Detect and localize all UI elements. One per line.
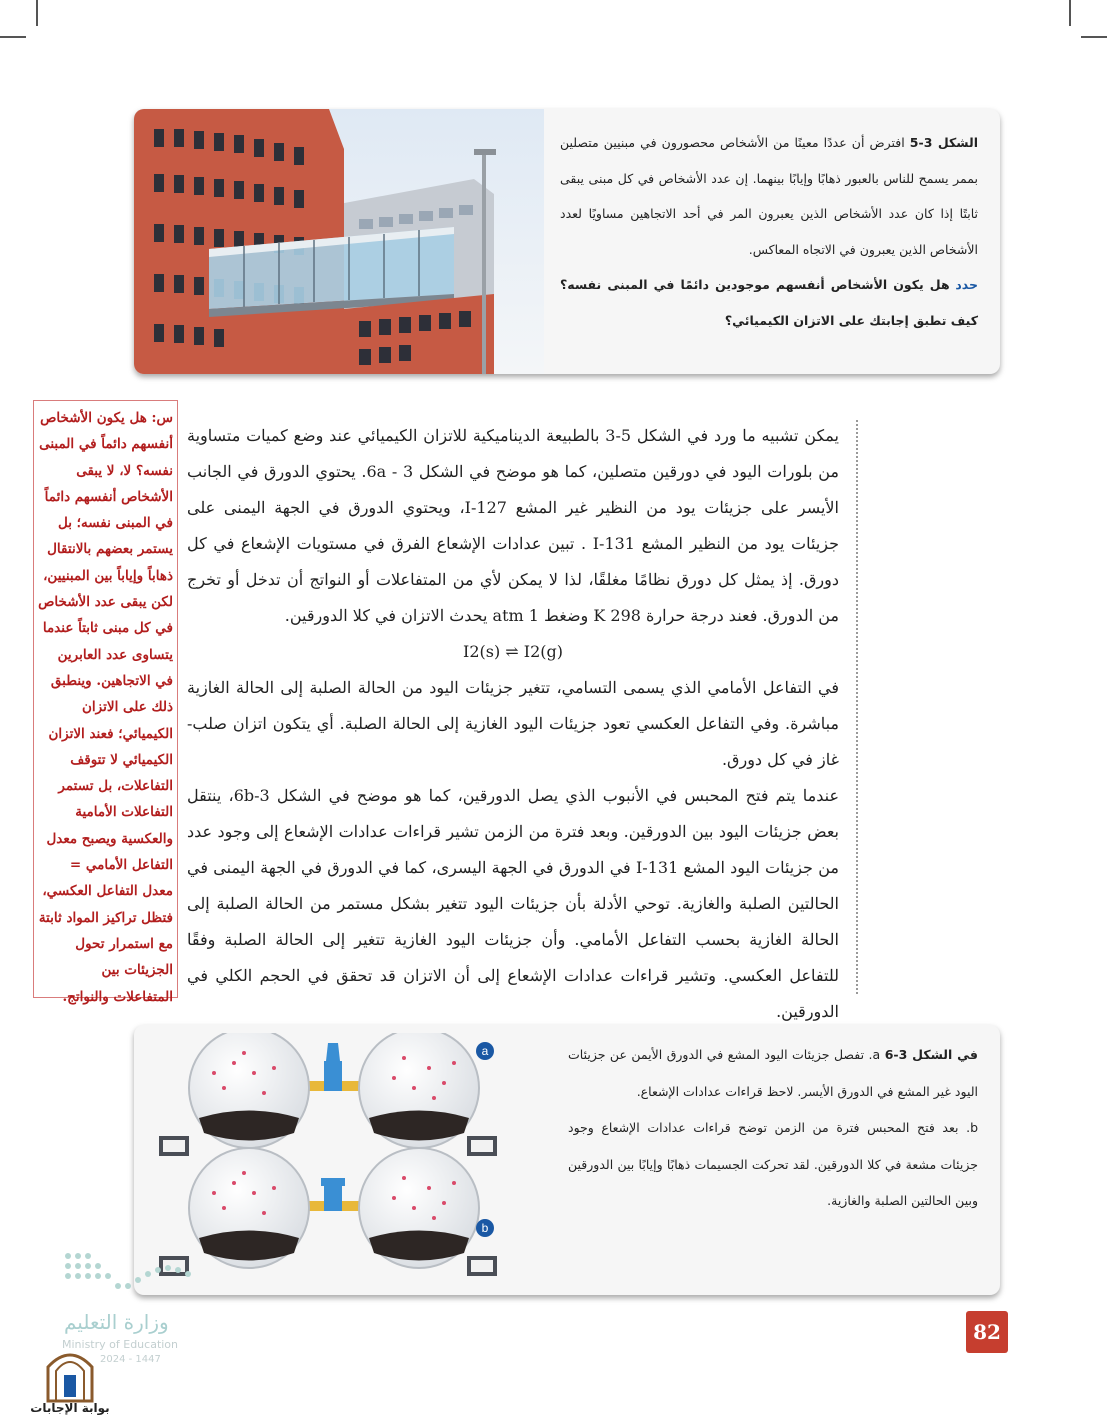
- figure-3-5-caption: [560, 125, 978, 338]
- marker-b: b: [481, 1221, 489, 1235]
- flask-pair-a: [159, 1033, 497, 1156]
- figure-3-5-text: افترض أن عددًا معينًا من الأشخاص محصورون في مبنيين متصلين بممر يسمح للناس بالعبور ذهابًا وإيابًا بينهما. إن عدد الأشخاص في كل مبنى يبقى ثابتًا إذا كان عدد الأشخاص الذين يعبرون المر في أحد الاتجاهين مساويًا لعدد الأشخاص الذين يعبرون في الاتجاه المعاكس.: [560, 135, 978, 257]
- site-name: بوابة الإجابات: [30, 1401, 110, 1415]
- figure-3-6-caption: [568, 1037, 978, 1220]
- ministry-name-ar: وزارة التعليم: [64, 1310, 169, 1334]
- ministry-dots-icon: [62, 1250, 202, 1305]
- crop-mark: [0, 36, 26, 38]
- marker-a: a: [481, 1044, 489, 1058]
- ministry-name-en: Ministry of Education: [62, 1338, 179, 1351]
- body-paragraph-1: يمكن تشبيه ما ورد في الشكل 5-3 بالطبيعة الديناميكية للاتزان الكيميائي عند وضع كميات متساوية من بلورات اليود في دورقين متصلين، كما هو موضح في الشكل 6a - 3. يحتوي الدورق في الجانب الأيسر على جزيئات يود من النظير غير المشع I-127، ويحتوي الدورق في الجهة اليمنى على جزيئات يود من النظير المشع I-131 . تبين عدادات الإشعاع الفرق في مستويات الإشعاع في كل دورق. إذ يمثل كل دورق نظامًا مغلقًا، لذا لا يمكن لأي من المتفاعلات أو النواتج أن تدخل أو تخرج من الدورق. فعند درجة حرارة 298 K وضغط 1 atm يحدث الاتزان في كلا الدورقين.: [187, 426, 840, 625]
- page-number: 82: [966, 1311, 1008, 1353]
- figure-3-5-panel: [134, 109, 1000, 374]
- ministry-year: 2024 - 1447: [100, 1354, 161, 1365]
- buildings-bridge-photo: [134, 109, 544, 374]
- equation: I2(s) ⇌ I2(g): [463, 642, 563, 661]
- body-text: [187, 418, 839, 1030]
- figure-3-6-panel: [134, 1025, 1000, 1295]
- ministry-logo: [60, 1250, 210, 1365]
- gate-icon: [30, 1345, 110, 1403]
- body-paragraph-2: في التفاعل الأمامي الذي يسمى التسامي، تتغير جزيئات اليود من الحالة الصلبة إلى الحالة الغازية مباشرة. وفي التفاعل العكسي تعود جزيئات اليود الغازية إلى الحالة الصلبة. أي يتكون اتزان صلب-غاز في كل دورق.: [187, 678, 839, 769]
- answer-box: [33, 400, 178, 1005]
- site-logo: [30, 1345, 110, 1427]
- body-paragraph-3: عندما يتم فتح المحبس في الأنبوب الذي يصل الدورقين، كما هو موضح في الشكل 6b-3، ينتقل بعض جزيئات اليود بين الدورقين. وبعد فترة من الزمن تشير قراءات عدادات الإشعاع إلى وجود عدد من جزيئات اليود المشع I-131 في الدورق في الجهة اليسرى، كما في الدورق في الجهة اليمنى في الحالتين الصلبة والغازية. توحي الأدلة بأن جزيئات اليود تتغير بشكل مستمر من الحالة الصلبة إلى الحالة الغازية بحسب التفاعل الأمامي. وأن جزيئات اليود الغازية تتغير إلى الحالة الصلبة وفقًا للتفاعل العكسي. وتشير قراءات عدادات الإشعاع إلى أن الاتزان قد تحقق في الحجم الكلي في الدورقين.: [187, 786, 839, 1021]
- figure-3-6-a-text: a. تفصل جزيئات اليود المشع في الدورق الأيمن عن جزيئات اليود غير المشع في الدورق الأيسر. لاحظ قراءات عدادات الإشعاع.: [568, 1047, 978, 1099]
- crop-mark: [1081, 36, 1107, 38]
- margin-dotted-line: [856, 420, 858, 994]
- figure-3-6-label: في الشكل 3-6: [884, 1047, 978, 1062]
- figure-3-5-prompt-word: حدد: [955, 277, 978, 292]
- figure-3-5-label: الشكل 3-5: [909, 135, 978, 150]
- figure-3-6-b-text: b. بعد فتح المحبس فترة من الزمن توضح قراءات عدادات الإشعاع وجود جزيئات مشعة في كلا الدورقين. لقد تحركت الجسيمات ذهابًا وإيابًا بين الدورقين وبين الحالتين الصلبة والغازية.: [568, 1120, 978, 1208]
- answer-text: س: هل يكون الأشخاص أنفسهم دائماً في المبنى نفسه؟ لا، لا يبقى الأشخاص أنفسهم دائماً في المبنى نفسه؛ بل يستمر بعضهم بالانتقال ذهاباً وإياباً بين المبنيين، لكن يبقى عدد الأشخاص في كل مبنى ثابتاً عندما يتساوى عدد العابرين في الاتجاهين. وينطبق ذلك على الاتزان الكيميائي؛ فعند الاتزان الكيميائي لا تتوقف التفاعلات، بل تستمر التفاعلات الأمامية والعكسية ويصبح معدل التفاعل الأمامي = معدل التفاعل العكسي، فتظل تراكيز المواد ثابتة مع استمرار تحول الجزيئات بين المتفاعلات والنواتج.: [38, 410, 173, 1005]
- crop-mark: [36, 0, 38, 26]
- figure-3-5-question: هل يكون الأشخاص أنفسهم موجودين دائمًا في المبنى نفسه؟ كيف تطبق إجابتك على الاتزان الكيميائي؟: [560, 277, 978, 328]
- crop-mark: [1069, 0, 1071, 26]
